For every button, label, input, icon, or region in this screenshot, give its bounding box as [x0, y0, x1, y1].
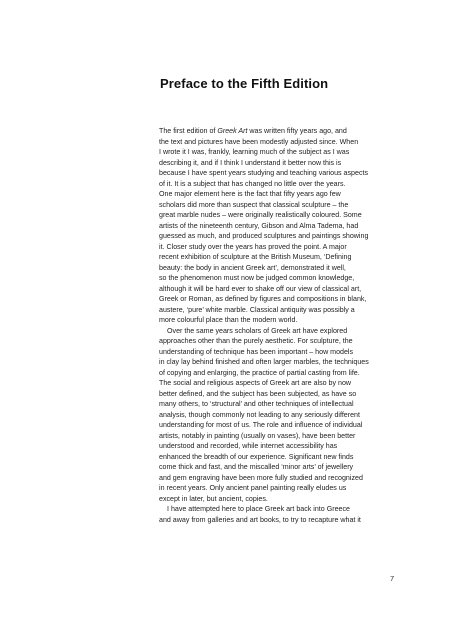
text-line — [159, 179, 395, 190]
text-segment: Greek or Roman, as defined by figures and compositions in blank, — [159, 295, 367, 303]
text-segment: describing it, and if I think I understand it better now this is — [159, 158, 342, 167]
text-segment: many others, to ‘structural’ and other techniques of intellectual — [159, 400, 354, 408]
text-line — [159, 494, 395, 505]
text-line — [159, 200, 395, 211]
text-segment: guessed as much, and produced sculptures and paintings showing — [159, 232, 369, 240]
text-segment: beauty: the body in ancient Greek art’, demonstrated it well, — [159, 263, 346, 272]
text-line — [159, 441, 395, 452]
text-segment: in recent years. Only ancient panel painting really eludes us — [159, 484, 347, 492]
text-line — [159, 462, 395, 473]
text-line — [159, 137, 395, 148]
text-line — [159, 399, 395, 410]
text-line — [159, 410, 395, 421]
text-line — [159, 294, 395, 305]
text-segment: The social and religious aspects of Greek art are also by now — [159, 379, 352, 387]
text-line — [159, 368, 395, 379]
text-line — [159, 357, 395, 368]
text-line — [159, 431, 395, 442]
text-line — [159, 147, 395, 158]
text-segment: Over the same years scholars of Greek art have explored — [167, 326, 348, 335]
text-line — [159, 252, 395, 263]
text-segment: in clay lay behind finished and often larger marbles, the techniques — [159, 358, 369, 366]
text-line — [159, 336, 395, 347]
text-segment: recent exhibition of sculpture at the British Museum, ‘Defining — [159, 253, 352, 261]
text-segment: of it. It is a subject that has changed no little over the years. — [159, 179, 346, 188]
text-line — [159, 242, 395, 253]
text-segment: of copying and enlarging, the practice of partial casting from life. — [159, 368, 360, 377]
text-line — [159, 168, 395, 179]
text-line — [159, 189, 395, 200]
text-segment: austere, ‘pure’ white marble. Classical antiquity was possibly a — [159, 305, 355, 314]
text-segment: analysis, though commonly not leading to any seriously different — [159, 410, 360, 419]
text-segment: understanding of technique has been important – how models — [159, 347, 354, 356]
text-segment: understanding for most of us. The role and influence of individual — [159, 421, 363, 429]
text-line — [159, 389, 395, 400]
italic-title: Greek Art — [217, 127, 248, 135]
text-segment: The first edition of — [159, 127, 218, 135]
text-segment: because I have spent years studying and teaching various aspects — [159, 169, 369, 177]
text-segment: more colourful place than the modern world. — [159, 316, 298, 324]
text-segment: except in later, but ancient, copies. — [159, 494, 268, 503]
text-segment: great marble nudes – were originally realistically coloured. Some — [159, 211, 362, 219]
text-line — [159, 263, 395, 274]
text-line — [159, 473, 395, 484]
text-segment: although it will be hard ever to shake off our view of classical art, — [159, 284, 362, 293]
text-segment: One major element here is the fact that fifty years ago few — [159, 190, 341, 198]
text-segment: the text and pictures have been modestly adjusted since. When — [159, 137, 359, 146]
text-segment: I have attempted here to place Greek art back into Greece — [167, 505, 350, 513]
text-segment: come thick and fast, and the miscalled ‘minor arts’ of jewellery — [159, 463, 354, 471]
text-line — [159, 347, 395, 358]
text-segment: I wrote it I was, frankly, learning much of the subject as I was — [159, 148, 350, 156]
text-segment: and away from galleries and art books, to try to recapture what it — [159, 515, 361, 524]
text-line — [159, 158, 395, 169]
text-line — [159, 284, 395, 295]
text-line — [159, 452, 395, 463]
text-line — [159, 221, 395, 232]
text-segment: scholars did more than suspect that classical sculpture – the — [159, 200, 349, 209]
text-line — [159, 273, 395, 284]
page-title: Preface to the Fifth Edition — [160, 76, 329, 91]
text-segment: so the phenomenon must now be judged common knowledge, — [159, 274, 355, 282]
text-line — [159, 231, 395, 242]
text-line — [159, 483, 395, 494]
text-line — [159, 315, 395, 326]
text-line — [159, 305, 395, 316]
text-line — [159, 504, 395, 515]
text-line — [159, 420, 395, 431]
text-segment: enhanced the breadth of our experience. Significant new finds — [159, 452, 354, 461]
text-segment: approaches other than the purely aesthetic. For sculpture, the — [159, 337, 353, 345]
text-segment: it. Closer study over the years has proved the point. A major — [159, 242, 347, 251]
text-line — [159, 326, 395, 337]
text-line — [159, 210, 395, 221]
text-line — [159, 126, 395, 137]
text-line — [159, 378, 395, 389]
page-number: 7 — [390, 574, 395, 583]
text-segment: and gem engraving have been more fully studied and recognized — [159, 473, 363, 482]
text-line — [159, 515, 395, 526]
text-segment: better defined, and the subject has been subjected, as have so — [159, 389, 357, 398]
text-segment: was written fifty years ago, and — [247, 127, 347, 135]
body-text — [159, 126, 395, 525]
text-segment: artists of the nineteenth century, Gibson and Alma Tadema, had — [159, 221, 359, 230]
text-segment: understood and recorded, while internet accessibility has — [159, 442, 338, 450]
text-segment: artists, notably in painting (usually on vases), have been better — [159, 431, 356, 440]
